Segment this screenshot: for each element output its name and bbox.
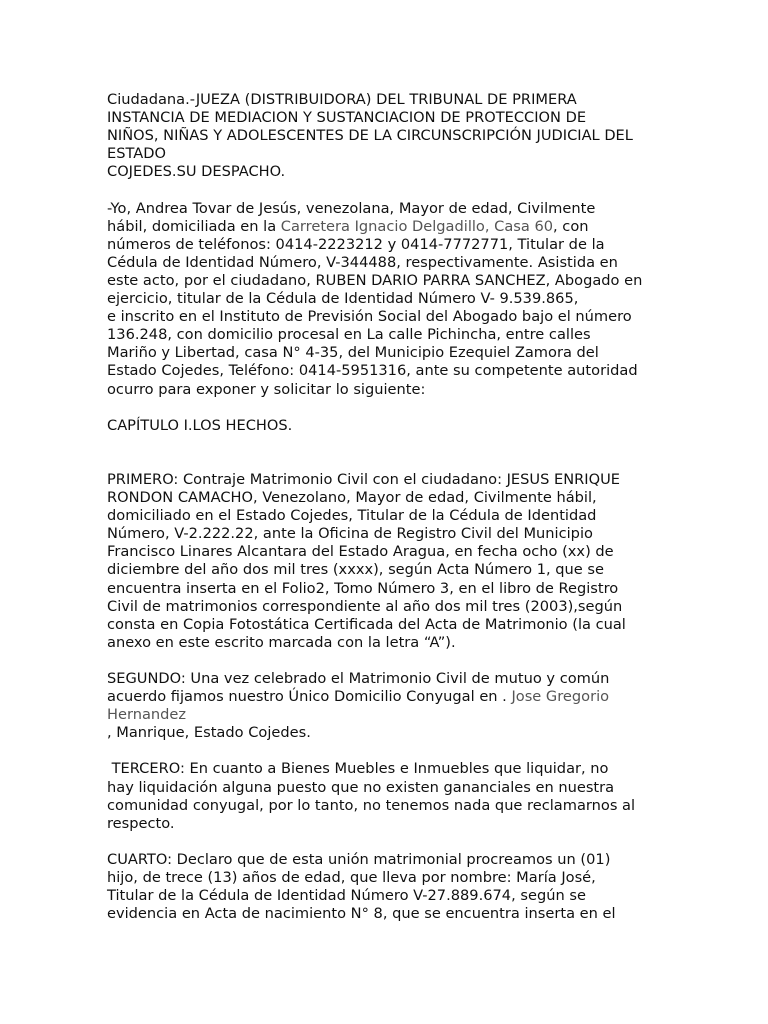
paragraph-line: -Yo, Andrea Tovar de Jesús, venezolana, Mayor de edad, Civilmente bbox=[107, 199, 596, 217]
intro-paragraph bbox=[107, 200, 667, 399]
paragraph-line: RONDON CAMACHO, Venezolano, Mayor de edad, Civilmente hábil, bbox=[107, 489, 597, 507]
paragraph-line: CUARTO: Declaro que de esta unión matrimonial procreamos un (01) bbox=[107, 850, 611, 868]
text-segment: , con bbox=[553, 217, 589, 235]
addressee-heading bbox=[107, 91, 667, 181]
paragraph-line: consta en Copia Fotostática Certificada del Acta de Matrimonio (la cual bbox=[107, 615, 626, 633]
paragraph-line bbox=[107, 688, 667, 706]
paragraph-line: Cédula de Identidad Número, V-344488, respectivamente. Asistida en bbox=[107, 253, 618, 271]
chapter-title: CAPÍTULO I.LOS HECHOS. bbox=[107, 416, 293, 434]
tercero-paragraph bbox=[107, 760, 667, 832]
paragraph-line: ocurro para exponer y solicitar lo siguiente: bbox=[107, 380, 426, 398]
name-highlight: Jose Gregorio bbox=[511, 688, 610, 706]
name-highlight: Hernandez bbox=[107, 706, 187, 724]
paragraph-line: Francisco Linares Alcantara del Estado Aragua, en fecha ocho (xx) de bbox=[107, 543, 614, 561]
spacer bbox=[107, 399, 667, 417]
spacer bbox=[107, 181, 667, 199]
paragraph-line: TERCERO: En cuanto a Bienes Muebles e Inmuebles que liquidar, no bbox=[107, 760, 609, 778]
paragraph-line: respecto. bbox=[107, 814, 175, 832]
paragraph-line: números de teléfonos: 0414-2223212 y 0414-7772771, Titular de la bbox=[107, 235, 605, 253]
paragraph-line: Mariño y Libertad, casa N° 4-35, del Municipio Ezequiel Zamora del bbox=[107, 344, 599, 362]
paragraph-line: 136.248, con domicilio procesal en La calle Pichincha, entre calles bbox=[107, 326, 591, 344]
address-highlight: Carretera Ignacio Delgadillo, Casa 60 bbox=[280, 217, 554, 235]
paragraph-line: hijo, de trece (13) años de edad, que lleva por nombre: María José, bbox=[107, 869, 596, 887]
paragraph-line: encuentra inserta en el Folio2, Tomo Número 3, en el libro de Registro bbox=[107, 579, 619, 597]
paragraph-line: anexo en este escrito marcada con la letra “A”). bbox=[107, 633, 456, 651]
heading-line: ESTADO bbox=[107, 145, 166, 163]
heading-line: NIÑOS, NIÑAS Y ADOLESCENTES DE LA CIRCUNSCRIPCIÓN JUDICIAL DEL bbox=[107, 127, 633, 145]
paragraph-line: domiciliado en el Estado Cojedes, Titular de la Cédula de Identidad bbox=[107, 507, 597, 525]
paragraph-line: Número, V-2.222.22, ante la Oficina de Registro Civil del Municipio bbox=[107, 525, 593, 543]
paragraph-line: PRIMERO: Contraje Matrimonio Civil con el ciudadano: JESUS ENRIQUE bbox=[107, 470, 620, 488]
segundo-paragraph bbox=[107, 670, 667, 742]
paragraph-line: hay liquidación alguna puesto que no existen gananciales en nuestra bbox=[107, 778, 615, 796]
paragraph-line: diciembre del año dos mil tres (xxxx), según Acta Número 1, que se bbox=[107, 561, 604, 579]
paragraph-line: SEGUNDO: Una vez celebrado el Matrimonio Civil de mutuo y común bbox=[107, 670, 610, 687]
primero-paragraph bbox=[107, 471, 667, 652]
paragraph-line: ejercicio, titular de la Cédula de Identidad Número V- 9.539.865, bbox=[107, 290, 579, 308]
paragraph-line bbox=[107, 218, 667, 236]
paragraph-line: este acto, por el ciudadano, RUBEN DARIO PARRA SANCHEZ, Abogado en bbox=[107, 271, 643, 289]
paragraph-line: Civil de matrimonios correspondiente al año dos mil tres (2003),según bbox=[107, 597, 623, 615]
cuarto-paragraph bbox=[107, 851, 667, 923]
spacer bbox=[107, 652, 667, 670]
paragraph-line: Estado Cojedes, Teléfono: 0414-5951316, ante su competente autoridad bbox=[107, 362, 638, 380]
spacer bbox=[107, 833, 667, 851]
spacer bbox=[107, 742, 667, 760]
document-page bbox=[107, 91, 667, 923]
paragraph-line: , Manrique, Estado Cojedes. bbox=[107, 724, 311, 742]
paragraph-line: e inscrito en el Instituto de Previsión Social del Abogado bajo el número bbox=[107, 308, 632, 326]
heading-line: Ciudadana.-JUEZA (DISTRIBUIDORA) DEL TRIBUNAL DE PRIMERA bbox=[107, 91, 577, 108]
heading-line: COJEDES.SU DESPACHO. bbox=[107, 163, 286, 181]
paragraph-line: comunidad conyugal, por lo tanto, no tenemos nada que reclamarnos al bbox=[107, 796, 636, 814]
paragraph-line: Titular de la Cédula de Identidad Número V-27.889.674, según se bbox=[107, 887, 586, 905]
text-segment: hábil, domiciliada en la bbox=[107, 217, 281, 235]
heading-line: INSTANCIA DE MEDIACION Y SUSTANCIACION DE PROTECCION DE bbox=[107, 109, 587, 127]
text-segment: acuerdo fijamos nuestro Único Domicilio Conyugal en . bbox=[107, 688, 512, 706]
spacer bbox=[107, 435, 667, 471]
paragraph-line: evidencia en Acta de nacimiento N° 8, que se encuentra inserta en el bbox=[107, 905, 616, 923]
